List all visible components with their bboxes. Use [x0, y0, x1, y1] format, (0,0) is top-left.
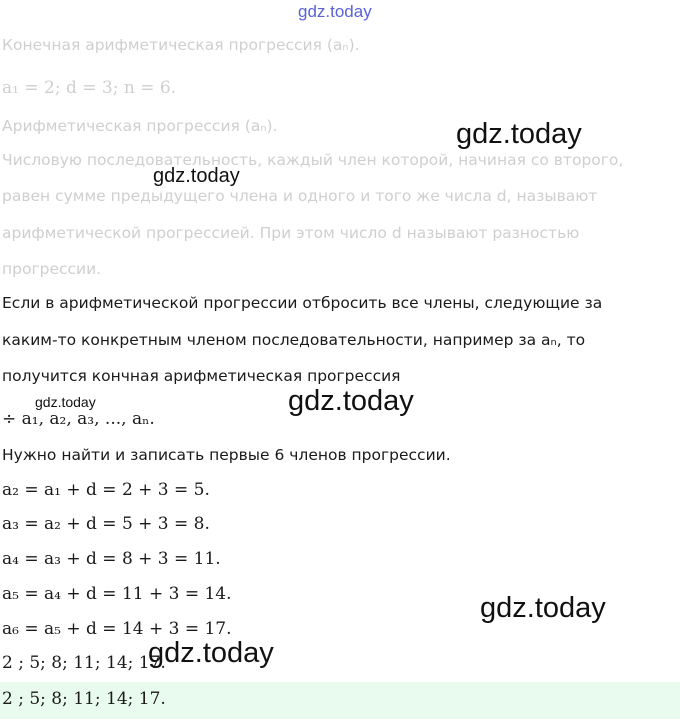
definition-line-1: Числовую последовательность, каждый член которой, начиная со второго, — [2, 151, 624, 169]
watermark-2: gdz.today — [153, 165, 240, 187]
given-values: a₁ = 2; d = 3; n = 6. — [2, 78, 177, 98]
watermark-5: gdz.today — [480, 592, 606, 624]
calc-a3: a₃ = a₂ + d = 5 + 3 = 8. — [2, 514, 210, 534]
given-title: Конечная арифметическая прогрессия (aₙ). — [2, 36, 360, 54]
body-line-1: Если в арифметической прогрессии отбросить все члены, следующие за — [2, 294, 603, 312]
watermark-top: gdz.today — [298, 2, 372, 21]
calc-a5: a₅ = a₄ + d = 11 + 3 = 14. — [2, 584, 232, 604]
body-line-3: получится кончная арифметическая прогрессия — [2, 367, 401, 385]
calc-a4: a₄ = a₃ + d = 8 + 3 = 11. — [2, 549, 221, 569]
calc-a6: a₆ = a₅ + d = 14 + 3 = 17. — [2, 619, 232, 639]
watermark-4: gdz.today — [288, 385, 414, 417]
calc-a2: a₂ = a₁ + d = 2 + 3 = 5. — [2, 480, 210, 500]
result-sequence: 2 ; 5; 8; 11; 14; 17. — [2, 653, 166, 673]
term-title: Арифметическая прогрессия (aₙ). — [2, 117, 278, 135]
task-line: Нужно найти и записать первые 6 членов прогрессии. — [2, 446, 451, 464]
answer-sequence: 2 ; 5; 8; 11; 14; 17. — [2, 689, 166, 709]
definition-line-3: арифметической прогрессией. При этом число d называют разностью — [2, 224, 580, 242]
watermark-1: gdz.today — [456, 118, 582, 150]
definition-line-2: равен сумме предыдущего члена и одного и того же числа d, называют — [2, 187, 598, 205]
sequence-notation: ÷ a₁, a₂, a₃, ..., aₙ. — [2, 409, 155, 429]
watermark-6: gdz.today — [148, 637, 274, 669]
definition-line-4: прогрессии. — [2, 260, 102, 278]
watermark-3: gdz.today — [35, 394, 96, 410]
body-line-2: каким-то конкретным членом последовательности, например за aₙ, то — [2, 331, 586, 349]
